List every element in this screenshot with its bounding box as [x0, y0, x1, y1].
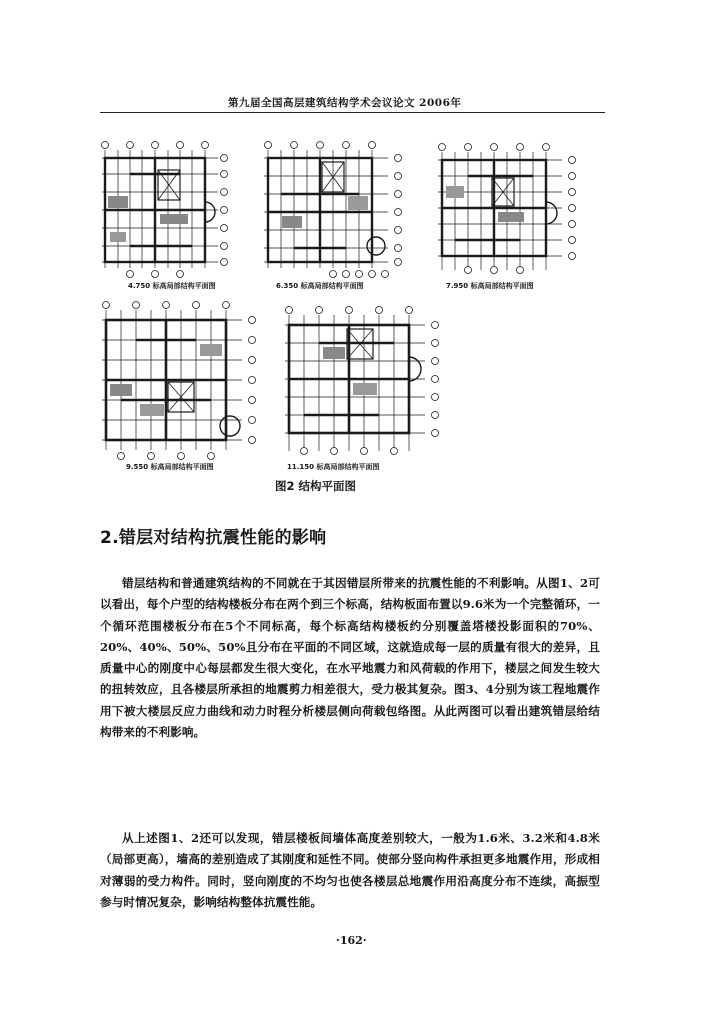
floor-plan-drawing: [262, 140, 410, 280]
running-header: 第九届全国高层建筑结构学术会议论文 2006年: [228, 97, 462, 109]
floor-plan-1: [100, 140, 235, 290]
floor-plan-4: [100, 300, 262, 471]
plan-caption: 4.750 标高局部结构平面图: [128, 282, 216, 290]
floor-plan-drawing: [100, 140, 235, 280]
section-title: 2.错层对结构抗震性能的影响: [100, 528, 327, 548]
figure-caption: 图2 结构平面图: [275, 479, 357, 493]
body-paragraph: 从上述图1、2还可以发现，错层楼板间墙体高度差别较大，一般为1.6米、3.2米和4.8米（局部更高），墙高的差别造成了其刚度和延性不同。使部分竖向构件承担更多地震作用，形成相对薄弱的受力构件。同时，竖向刚度的不均匀也使各楼层总地震作用沿高度分布不连续，高振型参与时情况复杂，影响结构整体抗震性能。: [100, 831, 600, 909]
plan-caption: 9.550 标高局部结构平面图: [126, 463, 214, 471]
floor-plan-5: [283, 305, 447, 471]
floor-plan-drawing: [283, 305, 447, 463]
floor-plan-3: [436, 142, 584, 290]
plan-caption: 6.350 标高局部结构平面图: [276, 282, 364, 290]
body-paragraph: 错层结构和普通建筑结构的不同就在于其因错层所带来的抗震性能的不利影响。从图1、2可以看出，每个户型的结构楼板分布在两个到三个标高，结构板面布置以9.6米为一个完整循环，一个循环范围楼板分布在5个不同标高，每个标高结构楼板约分别覆盖塔楼投影面积的70%、20%、40%、50%、50%且分布在平面的不同区域，这就造成每一层的质量有很大的差异，且质量中心的刚度中心每层都发生很大变化，在水平地震力和风荷载的作用下，楼层之间发生较大的扭转效应，且各楼层所承担的地震剪力相差很大，受力极其复杂。图3、4分别为该工程地震作用下被大楼层反应力曲线和动力时程分析楼层侧向荷载包络图。从此两图可以看出建筑错层给结构带来的不利影响。: [100, 576, 600, 740]
plan-caption: 7.950 标高局部结构平面图: [446, 282, 534, 290]
floor-plan-2: [262, 140, 410, 290]
page-number: ·162·: [336, 934, 367, 947]
floor-plan-drawing: [436, 142, 584, 280]
floor-plan-drawing: [100, 300, 262, 462]
header-rule: [100, 112, 605, 113]
plan-caption: 11.150 标高局部结构平面图: [287, 463, 380, 471]
